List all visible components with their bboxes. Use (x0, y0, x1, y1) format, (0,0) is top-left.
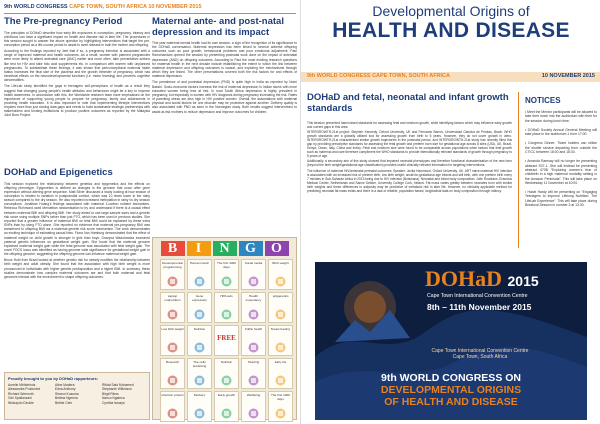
bingo-cell-icon (247, 308, 260, 321)
bingo-cell (160, 391, 185, 422)
preconception-title: The Pre-pregnancy Period (4, 17, 123, 27)
bingo-free-cell (214, 325, 239, 356)
bingo-cell-icon (247, 341, 260, 354)
congress-location: 9th WORLD CONGRESS CAPE TOWN, SOUTH AFRICA (307, 73, 450, 79)
bingo-cell-label: Epigenetics (272, 295, 289, 298)
bingo-cell (268, 325, 293, 356)
bingo-cell (214, 292, 239, 323)
rapporteur-name: Stephanie Wilkinson (102, 387, 132, 392)
bingo-letter: N (213, 241, 237, 256)
bingo-letter: G (239, 241, 263, 256)
rapporteur-name: Edna Anthony (55, 387, 76, 392)
bingo-cell (268, 259, 293, 290)
preconception-article (4, 17, 150, 164)
rapporteur-name: Aline Madera (55, 383, 75, 387)
bingo-cell-label: Public health (244, 328, 263, 331)
right-page (300, 0, 600, 424)
bingo-cell-icon (166, 374, 179, 387)
banner-venue: Cape Town International Convention Centre Cape Town, South Africa (431, 348, 529, 360)
bingo-cell-icon (166, 308, 179, 321)
rapporteur-name: Bethie Cele (55, 400, 73, 405)
bingo-cell (160, 358, 185, 389)
left-page-header (4, 3, 296, 14)
bingo-grid (160, 259, 296, 422)
bingo-cell-label: Mothers (193, 394, 206, 397)
rapporteurs-list (8, 383, 146, 405)
notices-title: NOTICES (525, 96, 561, 105)
bingo-cell (187, 325, 212, 356)
bingo-cell-label: Stunting (247, 361, 260, 364)
notice-item: • DOHaD Society Annual General Meeting will take place in the auditorium 1 from 17:00. (525, 127, 597, 137)
maternal-depression-article (152, 17, 297, 233)
bingo-cell-icon (220, 407, 233, 420)
bingo-cell-icon (193, 308, 206, 321)
bingo-cell-label: HPA axis (220, 295, 233, 298)
bingo-letter: O (265, 241, 289, 256)
bingo-cell-label: Nutrition (193, 328, 206, 331)
bingo-cell-icon (166, 341, 179, 354)
banner-headline-line: OF HEALTH AND DISEASE (384, 396, 518, 408)
bingo-cell (214, 391, 239, 422)
bingo-cell (160, 259, 185, 290)
bingo-cell-icon (193, 407, 206, 420)
preconception-para: The LifeLab study identified the gaps in teenagers self-perceptions of health as a result they suggest that changing young people's health attitudes and behaviours might be a key to improve health awareness. In accordance with this, the Worldwide research team have emphasised on the importance of supporting young people to prepare for pregnancy, family and adolescents in providing health education. It is also important to note that implementing lifestyle interventions requires more than just closing data gaps and needs to build sustainable strategic partnerships with stakeholders and funding institutions to produce positive outcomes as reported by the Malaysia Joint Bura Project. (4, 84, 150, 118)
bingo-cell-icon (274, 275, 287, 288)
rapporteur-name: Alessandra Prodocimi (8, 387, 41, 392)
bingo-cell (268, 358, 293, 389)
epigenetics-article (4, 168, 150, 366)
congress-location-date: CAPE TOWN, SOUTH AFRICA 10 NOVEMBER 2015 (67, 4, 202, 10)
masthead-line1: Developmental Origins of (372, 3, 530, 19)
issue-date: 10 NOVEMBER 2015 (541, 73, 595, 79)
bingo-cell-icon (166, 275, 179, 288)
banner-subtitle: Cape Town International Convention Centre (427, 293, 528, 299)
bingo-cell (214, 358, 239, 389)
notice-item: • Meet the Mentor participants will be allowed to take their lunch into the auditorium with their for the session during lunch time. (525, 110, 597, 123)
bingo-cell-label: Breast feeding (270, 328, 291, 331)
bingo-cell (241, 391, 266, 422)
bingo-cell-label: The cells predicting (192, 361, 207, 368)
bingo-cell-label: Laptop malnutrition (164, 295, 181, 302)
rapporteur-name: Bettina Ngeena (55, 396, 78, 401)
bingo-cell-label: FREE (217, 334, 236, 342)
bingo-cell-label: Early life (274, 361, 287, 364)
dohad-logo: DOHaD 2015 (425, 266, 539, 291)
bingo-cell-label: The first 1000 days (217, 262, 236, 269)
bingo-cell (268, 292, 293, 323)
bingo-cell (241, 259, 266, 290)
epigenetics-para: Bruce Hold from Brazil looked at whether genetic risk for obesity modifies the relationship between birth weight and adult obesity. She found that the association with high birth weight is more pronounced in individuals with higher genetic predisposition and a higher BMI. In summary, these studies demonstrate how complex maternal outcomes are and that both maternal and fetal genomes interact with the environment to shape offspring outcomes. (4, 258, 150, 279)
maternal-depression-para: The prevalence of and postnatal depression (PND) is quite high in India as reported by Nomi Bakshi. Socio-economic factors increase the risk of maternal depression in Indian slums with more educated women being less at risk. In rural South Africa depression is highly prevalent in pregnancy, but especially in women with HIV diagnosis during pregnancy increasing the risk. Rates of parenting stress are also high in HIV positive women. Overall, the associations with maternal physical and social factors for one disorder may be protective against another. Delivery quality is also associated with PND as seen in the Norwegian study. Both results suggest interventions to assist at-risk mothers to reduce depression and improve outcomes for children. (152, 80, 297, 114)
bingo-cell-label: Developmental programming (162, 262, 183, 269)
rapporteur-name: Sharon Kusuma (55, 391, 79, 396)
bingo-cell-label: Early growth (217, 394, 236, 397)
bingo-cell-icon (166, 407, 179, 420)
bingo-cell-icon (247, 275, 260, 288)
banner-headline (325, 372, 577, 408)
banner-dates: 8th – 11th November 2015 (427, 302, 532, 312)
bingo-cell-icon (274, 407, 287, 420)
bingo-cell-icon (220, 275, 233, 288)
bingo-cell-icon (274, 374, 287, 387)
growth-standards-title: DOHaD and fetal, neonatal and infant growth standards (307, 92, 509, 114)
congress-name: 9th WORLD CONGRESS (4, 4, 68, 10)
rapporteurs-box (4, 372, 150, 420)
bingo-cell-icon (193, 374, 206, 387)
newsletter-masthead (301, 3, 600, 42)
epigenetics-para: This session explored the relationship between genetics and epigenetics and the effects on offspring phenotype. Epigenetics is defined as changes in the genome that occur after gene expression without altering gene sequence. Matt Silver discussed a study looking at how season of conception is related to variation in postprandial cortisol, which was 10 times lower in the rainy season compared to the dry season. He also reported increased methylation in rainy vs dry season conceptions. Jonathan Huang's findings associated with maternal 1-carbon nutrient biomarkers. Rebecca Richmond used Mendelian randomisation to try and understand if there is a causal effect between maternal BMI and offspring BMI. Her study aimed to use large sample sizes and a genetic risk score using multiple SNPs rather than just FTO, which has been used in previous studies. She reported that a greater influence of maternal BMI on fetal BMI could be explained by these extra SNPs than by using FTO alone. She reported no evidence that maternal pre-pregnancy BMI was transferred to offspring BMI via a maternal genetic risk score mechanism. The work demonstrates an exciting technique of estimating causal links. Fiona Van Hamburg demonstrated that the effect of maternal weight on child growth is stronger in girls than boys. Grazyna Wadolowska examined paternal genetic influences on gestational weight gain. She found that the maternal genome explained maternal weight gain while the fetal genome was associated with fetal weight gain. The novel FOCS locus was identified as having genome wide significance for gestational weight gain in the offspring genome, suggesting the offspring genome can influence maternal weight gain. (4, 181, 150, 257)
notices-panel (518, 92, 597, 248)
bingo-cell (187, 259, 212, 290)
rapporteurs-title: Proudly brought to you by DOHaD rapporteurs: (8, 376, 99, 381)
bingo-cell (241, 325, 266, 356)
rapporteur-name: Nanco Ngaleca (102, 396, 125, 401)
bingo-cell-label: Research (165, 361, 180, 364)
masthead-line2: HEALTH AND DISEASE (332, 19, 570, 42)
bingo-cell (241, 292, 266, 323)
preconception-para: According to the findings reported by Jeet that if so, a pregnancy intention is associated with a range of improved maternal and health outcomes. As a result, women with planned pregnancies were more likely to attend antenatal care (ANC) earlier and more often, take preventative actions like test for HIV and take folic acid supplements etc. In comparison with women with unplanned pregnancies. To substantiate these findings, it was shown that periconceptional maternal folate status increases the final size of the placenta and the growth trimester of pregnancy, which has beneficial effects on the neurodevelopmental functions (i.e. motor learning) and prevents cognitive abnormalities. (4, 49, 150, 83)
bingo-cell-icon (274, 341, 287, 354)
epigenetics-title: DOHaD and Epigenetics (4, 168, 113, 178)
bingo-cell (214, 259, 239, 290)
bingo-letter: I (187, 241, 211, 256)
bingo-cell-icon (220, 308, 233, 321)
bingo-cell-icon (274, 308, 287, 321)
bingo-cell-icon (247, 407, 260, 420)
bingo-cell (160, 325, 185, 356)
bingo-cell-label: Low birth weight (161, 328, 184, 331)
bingo-cell-icon (193, 341, 206, 354)
bingo-cell-icon (220, 374, 233, 387)
bingo-card (152, 237, 297, 420)
growth-standards-para: INTERGROWTH-21st project: Stephen Kennedy, Oxford University, UK and Fernando Barros, Universidad Catolica de Pelotas, Brazil. WHO growth standards are a globally utilised tool for assessing growth from birth to 5 years. However, they do not cover growth in utero. INTERGROWTH-21st characterised similar growth trajectories in the postnatal period, and INTERGROWTH-21st study has recently filled this gap by providing prescriptive standards for assessing the fetal growth and preterm born size for gestational age across 8 sites (USA, UK, Brazil, Kenya, Oman, Italy, China and India). Fetal and newborn size were found to be comparable across populations when factors that limit growth such as maternal and care therefore compliment the WHO standards to provide internationally relevant standards of growth through pregnancy to 5 years of age. (307, 130, 512, 159)
growth-standards-para: This session presented harmonised standards for assessing fetal and newborn growth, while identifying factors which may influence early growth and current gaps in this area. (307, 121, 512, 130)
bingo-cell (187, 391, 212, 422)
growth-standards-para: Additionally, a secondary aim of this study showed that impaired neonatal phenotypes and therefore functional characterisation of the new born (beyond the birth weight/gestational age classification) provides useful clinically relevant information for targeting interventions. (307, 159, 512, 168)
bingo-cell (268, 391, 293, 422)
notice-item: • Hasel Hardy will be presenting on “Engaging Teenagers to Improve Lifelong Nutrition: The LifeLab Experience”. This will take place during Breakout Session in number 3 at 13:30. (525, 190, 597, 208)
rapporteur-name: Rifdat Said Mohamed (102, 383, 134, 387)
masthead-date-bar (301, 72, 600, 82)
bingo-cell-label: Infection protein (161, 394, 184, 397)
banner-headline-line: DEVELOPMENTAL ORIGINS (380, 384, 522, 396)
bingo-cell-label: Birth weight (272, 262, 289, 265)
bingo-cell (241, 358, 266, 389)
bingo-cell-icon (193, 275, 206, 288)
bingo-cell-label: Social media (244, 262, 263, 265)
growth-standards-para: The influence of maternal HIV/antenatal perinatal outcomes: Speaker: Jovita Hammond, Oxford University, UK. ART naive maternal HIV infection is associated with an increased risk of preterm birth, low birth weight, small-for-gestational age infants and still birth, with one preterm birth every 7 minutes in Sub-Saharan Africa in 2013 being due to HIV infection (Botswana). Neonatal and infant body composition: Jolie Roodrans, Erasmus Medical Center, Netherlands and Sanne Dekker, University College Cork, Ireland. Fat mass varies greatly between neonates born with similar birth weights and these differences in adiposity may be predictive of metabolic risk in later life. However, no clinically applicable method for predicting neonatal fat mass exists and there is a lack of reliable, population based, longitudinal data on body composition through infancy. (307, 168, 512, 193)
bingo-cell-label: The first 1000 days (271, 394, 290, 401)
notice-item: • Congress Dinner: Ticket holders can utilise the shuttle service departing from outside the CTICC between 18:00 and 18:30. (525, 141, 597, 155)
bingo-cell-label: Nutrition (220, 361, 233, 364)
notice-item: • Amanda Ramsay will no longer be presenting abstract S07-1. She will instead be presenting abstract 470B “Exploring women's fear of childbirth in a high maternal mortality setting in the Amazon Peninsula”. This will take place on Wednesday 11 November at 10:00. (525, 159, 597, 185)
rapporteur-name: Aurelie Mbhlerhuis (8, 383, 36, 387)
bingo-cell (187, 358, 212, 389)
bingo-cell (187, 292, 212, 323)
preconception-para: The principles of DOHaD describe how early life exposures in conception, pregnancy, infancy and childhood can have a significant impact on health and disease risk in later life. The procedures in this session sought to answer the above question by highlighting interventions that target the pre-conception period as a life-course period to assist to avert disease in both the mother and offspring. (4, 30, 150, 47)
maternal-depression-title: Maternal ante- and post-natal depression and its impact (152, 17, 284, 38)
banner-headline-line: 9th WORLD CONGRESS ON (380, 372, 521, 384)
bingo-heading (153, 241, 296, 256)
bingo-cell (160, 292, 185, 323)
bingo-cell-icon (247, 374, 260, 387)
bingo-cell-label: Wellbeing (246, 394, 261, 397)
rapporteur-name: Gini Spallanzani (8, 396, 32, 401)
bingo-cell-label: Human insulin (189, 262, 210, 265)
maternal-depression-para: This year maternal mental health had its own session, a sign of the recognition of its significance to the DOHaD conversation. Maternal depression has been linked to several adverse offspring outcomes such as poor growth, behavioural problems and poor emotional adjustment. Paul Ramchandani opened the session by presenting postnatal work done on the impact of antenatal depression (AND) on offspring outcomes. According to Paul the most exciting research questions for maternal health in the next decade include establishing the extent to which the link between maternal depression and offspring outcomes is causal, and exploring the mechanisms through which they are linked. The other presentations covered both the risk factors for and effects of maternal depression. (152, 41, 297, 79)
bingo-cell-label: Health expectancy (245, 295, 262, 302)
rapporteur-name: Nisbuyolo Deubie (8, 400, 34, 405)
rapporteur-name: Richard Wermuth (8, 391, 34, 396)
growth-standards-article (307, 121, 512, 245)
bingo-letter: B (161, 241, 185, 256)
congress-banner (315, 262, 587, 420)
bingo-cell-label: Gene expression (192, 295, 207, 302)
rapporteur-name: Cynthia Ismaye (102, 400, 125, 405)
rapporteur-name: Birgit Riess (102, 391, 119, 396)
